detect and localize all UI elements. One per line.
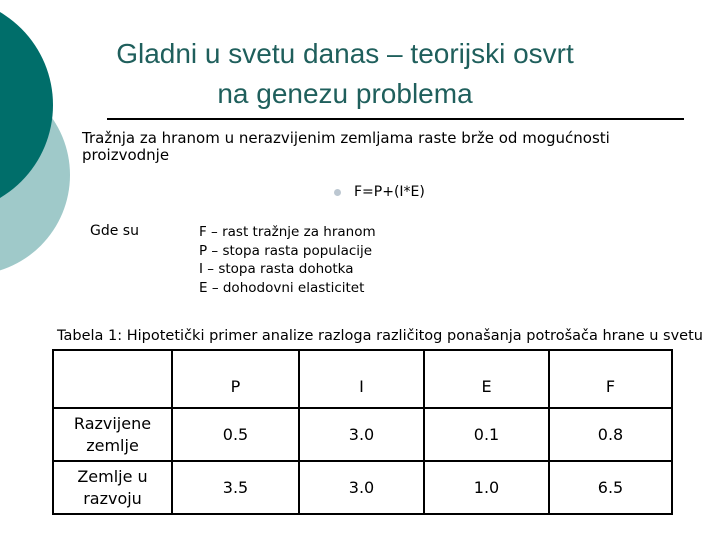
definition-item: I – stopa rasta dohotka: [199, 261, 354, 277]
table-row: [53, 461, 672, 514]
row-label: Zemlje u razvoju: [53, 461, 172, 514]
intro-text: Tražnja za hranom u nerazvijenim zemljama raste brže od mogućnosti proizvodnje: [82, 129, 610, 164]
gde-su-label: Gde su: [90, 223, 139, 239]
table-header-cell: F: [549, 350, 672, 408]
table-cell: 1.0: [424, 461, 549, 514]
table-caption: Tabela 1: Hipotetički primer analize razloga različitog ponašanja potrošača hrane u svetu: [57, 328, 703, 344]
table-cell: 0.1: [424, 408, 549, 461]
slide-title: Gladni u svetu danas – teorijski osvrt na genezu problema: [116, 38, 574, 109]
table-header-cell: [53, 350, 172, 408]
table-cell: 3.0: [299, 461, 424, 514]
table-header-cell: P: [172, 350, 299, 408]
table-header-cell: I: [299, 350, 424, 408]
data-table: [52, 349, 673, 515]
table-header-cell: E: [424, 350, 549, 408]
decorative-circles: [0, 0, 80, 290]
definition-item: F – rast tražnje za hranom: [199, 224, 376, 240]
table-cell: 3.5: [172, 461, 299, 514]
table-cell: 3.0: [299, 408, 424, 461]
table-row: [53, 408, 672, 461]
table-cell: 0.8: [549, 408, 672, 461]
table-cell: 6.5: [549, 461, 672, 514]
bullet-icon: [334, 189, 341, 196]
table-cell: 0.5: [172, 408, 299, 461]
row-label: Razvijene zemlje: [53, 408, 172, 461]
formula: F=P+(I*E): [354, 184, 425, 200]
definition-item: P – stopa rasta populacije: [199, 242, 373, 259]
definitions-list: [199, 223, 376, 297]
title-divider: [107, 118, 684, 120]
definition-item: E – dohodovni elasticitet: [199, 279, 365, 296]
table-header-row: [53, 350, 672, 408]
